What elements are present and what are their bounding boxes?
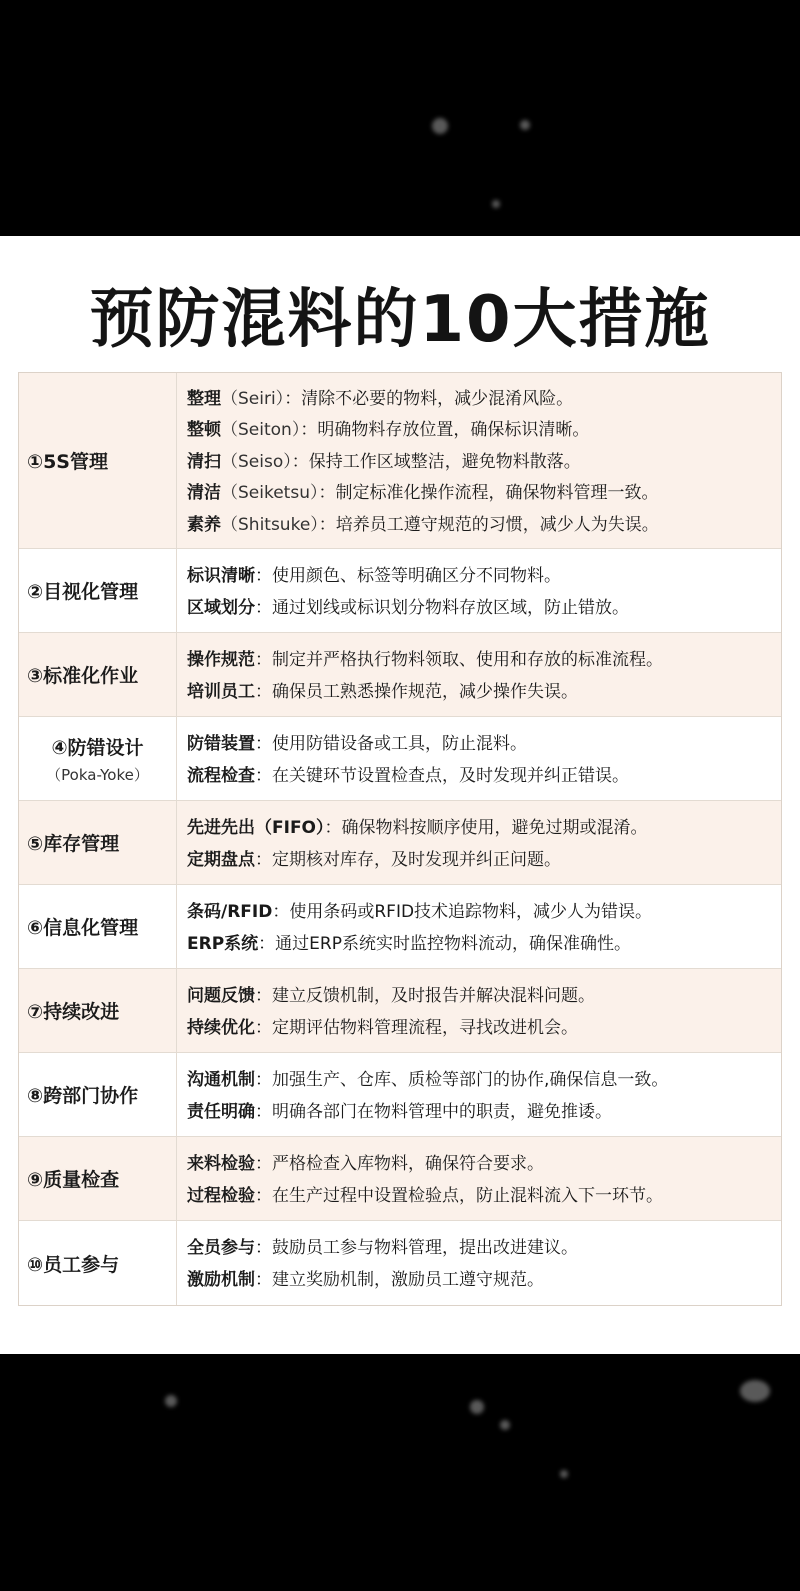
- item-english: （Seiton）: [221, 420, 301, 441]
- measure-item: [187, 446, 781, 477]
- measure-content: [177, 717, 781, 800]
- measure-item: [187, 1064, 781, 1096]
- measure-item: [187, 812, 781, 844]
- item-key: 清扫: [187, 451, 221, 472]
- measure-item: [187, 509, 781, 540]
- item-text: ：鼓励员工参与物料管理，提出改进建议。: [255, 1238, 578, 1258]
- item-english: （Shitsuke）: [221, 514, 319, 535]
- bokeh-dot: [560, 1470, 568, 1478]
- item-key: 整理: [187, 388, 221, 409]
- measure-content: [177, 885, 781, 968]
- bokeh-dot: [432, 118, 448, 134]
- item-key: 沟通机制: [187, 1069, 255, 1090]
- bokeh-dot: [470, 1400, 484, 1414]
- measure-item: [187, 1264, 781, 1296]
- measure-content: [177, 801, 781, 884]
- page-title: 预防混料的10大措施: [89, 283, 711, 357]
- item-text: ：建立奖励机制，激励员工遵守规范。: [255, 1270, 544, 1290]
- item-text: ：使用颜色、标签等明确区分不同物料。: [255, 565, 561, 586]
- measures-table: [18, 372, 782, 1306]
- item-key: 全员参与: [187, 1238, 255, 1258]
- item-key: 过程检验: [187, 1185, 255, 1206]
- measure-item: [187, 896, 781, 928]
- item-key: 流程检查: [187, 765, 255, 786]
- table-row: [19, 885, 781, 969]
- measure-content: [177, 1221, 781, 1305]
- item-key: 标识清晰: [187, 565, 255, 586]
- measure-item: [187, 560, 781, 592]
- item-text: ：通过划线或标识划分物料存放区域，防止错放。: [255, 597, 629, 618]
- measure-item: [187, 928, 781, 960]
- item-text: ：明确各部门在物料管理中的职责，避免推诿。: [255, 1101, 612, 1122]
- table-row: [19, 1053, 781, 1137]
- measure-label: ⑤库存管理: [19, 801, 177, 884]
- measure-label: ②目视化管理: [19, 549, 177, 632]
- item-english: （Seiketsu）: [221, 483, 319, 504]
- measure-item: [187, 728, 781, 760]
- table-row: [19, 801, 781, 885]
- measure-item: [187, 1180, 781, 1212]
- measure-content: [177, 549, 781, 632]
- item-text: ：建立反馈机制，及时报告并解决混料问题。: [255, 985, 595, 1006]
- measure-label: ⑦持续改进: [19, 969, 177, 1052]
- item-key: 问题反馈: [187, 985, 255, 1006]
- measure-label: ⑩员工参与: [19, 1221, 177, 1305]
- table-row: [19, 717, 781, 801]
- item-text: ：通过ERP系统实时监控物料流动，确保准确性。: [258, 933, 631, 954]
- measure-label: ⑨质量检查: [19, 1137, 177, 1220]
- item-text: ：使用条码或RFID技术追踪物料，减少人为错误。: [272, 901, 653, 922]
- item-key: 培训员工: [187, 681, 255, 702]
- item-text: ：制定并严格执行物料领取、使用和存放的标准流程。: [255, 649, 663, 670]
- item-english: （Seiri）: [221, 388, 285, 409]
- item-text: ：确保物料按顺序使用，避免过期或混淆。: [324, 817, 648, 838]
- measure-item: [187, 760, 781, 792]
- infographic-card: [0, 236, 800, 1354]
- item-text: ：定期评估物料管理流程，寻找改进机会。: [255, 1017, 578, 1038]
- measure-label-group: [19, 717, 177, 800]
- item-key: 清洁: [187, 483, 221, 504]
- measure-item: [187, 1148, 781, 1180]
- measure-item: [187, 383, 781, 414]
- measure-item: [187, 592, 781, 624]
- item-text: ：在生产过程中设置检验点，防止混料流入下一环节。: [255, 1185, 663, 1206]
- measure-item: [187, 477, 781, 508]
- measure-item: [187, 644, 781, 676]
- bokeh-dot: [740, 1380, 770, 1402]
- measure-item: [187, 414, 781, 445]
- table-row: [19, 549, 781, 633]
- item-text: ：清除不必要的物料，减少混淆风险。: [284, 388, 574, 409]
- measure-label: ④防错设计: [51, 736, 144, 759]
- measure-item: [187, 844, 781, 876]
- measure-item: [187, 676, 781, 708]
- item-key: 区域划分: [187, 597, 255, 618]
- measure-item: [187, 1012, 781, 1044]
- measure-content: [177, 1053, 781, 1136]
- item-text: ：制定标准化操作流程，确保物料管理一致。: [318, 483, 659, 504]
- bokeh-dot: [492, 200, 500, 208]
- item-text: ：严格检查入库物料，确保符合要求。: [255, 1153, 544, 1174]
- table-row: [19, 969, 781, 1053]
- measure-item: [187, 1096, 781, 1128]
- item-key: 整顿: [187, 420, 221, 441]
- item-key: 定期盘点: [187, 849, 255, 870]
- measure-item: [187, 1232, 781, 1264]
- item-key: 责任明确: [187, 1101, 255, 1122]
- item-key: 先进先出（FIFO）: [187, 817, 325, 838]
- item-key: 条码/RFID: [187, 901, 273, 922]
- measure-label: ③标准化作业: [19, 633, 177, 716]
- item-key: 持续优化: [187, 1017, 255, 1038]
- item-key: 来料检验: [187, 1153, 255, 1174]
- item-key: 操作规范: [187, 649, 255, 670]
- item-text: ：明确物料存放位置，确保标识清晰。: [300, 420, 590, 441]
- item-key: 素养: [187, 514, 221, 535]
- item-key: 激励机制: [187, 1270, 255, 1290]
- bokeh-dot: [500, 1420, 510, 1430]
- bokeh-dot: [165, 1395, 177, 1407]
- table-row: [19, 1137, 781, 1221]
- item-text: ：保持工作区域整洁，避免物料散落。: [291, 451, 581, 472]
- measure-label: ⑥信息化管理: [19, 885, 177, 968]
- measure-content: [177, 373, 781, 548]
- table-row: [19, 633, 781, 717]
- table-row: [19, 373, 781, 549]
- item-text: ：使用防错设备或工具，防止混料。: [255, 733, 527, 754]
- table-row: [19, 1221, 781, 1305]
- item-text: ：加强生产、仓库、质检等部门的协作,确保信息一致。: [255, 1069, 669, 1090]
- measure-item: [187, 980, 781, 1012]
- bokeh-dot: [520, 120, 530, 130]
- measure-content: [177, 633, 781, 716]
- measure-content: [177, 969, 781, 1052]
- item-text: ：确保员工熟悉操作规范，减少操作失误。: [255, 681, 578, 702]
- item-text: ：定期核对库存，及时发现并纠正问题。: [255, 849, 561, 870]
- item-text: ：培养员工遵守规范的习惯，减少人为失误。: [318, 514, 659, 535]
- measure-label: ⑧跨部门协作: [19, 1053, 177, 1136]
- item-text: ：在关键环节设置检查点，及时发现并纠正错误。: [255, 765, 629, 786]
- measure-content: [177, 1137, 781, 1220]
- measure-label: ①5S管理: [19, 373, 177, 548]
- item-key: ERP系统: [187, 933, 259, 954]
- item-english: （Seiso）: [221, 451, 292, 472]
- item-key: 防错装置: [187, 733, 255, 754]
- measure-sublabel: （Poka-Yoke）: [46, 765, 149, 784]
